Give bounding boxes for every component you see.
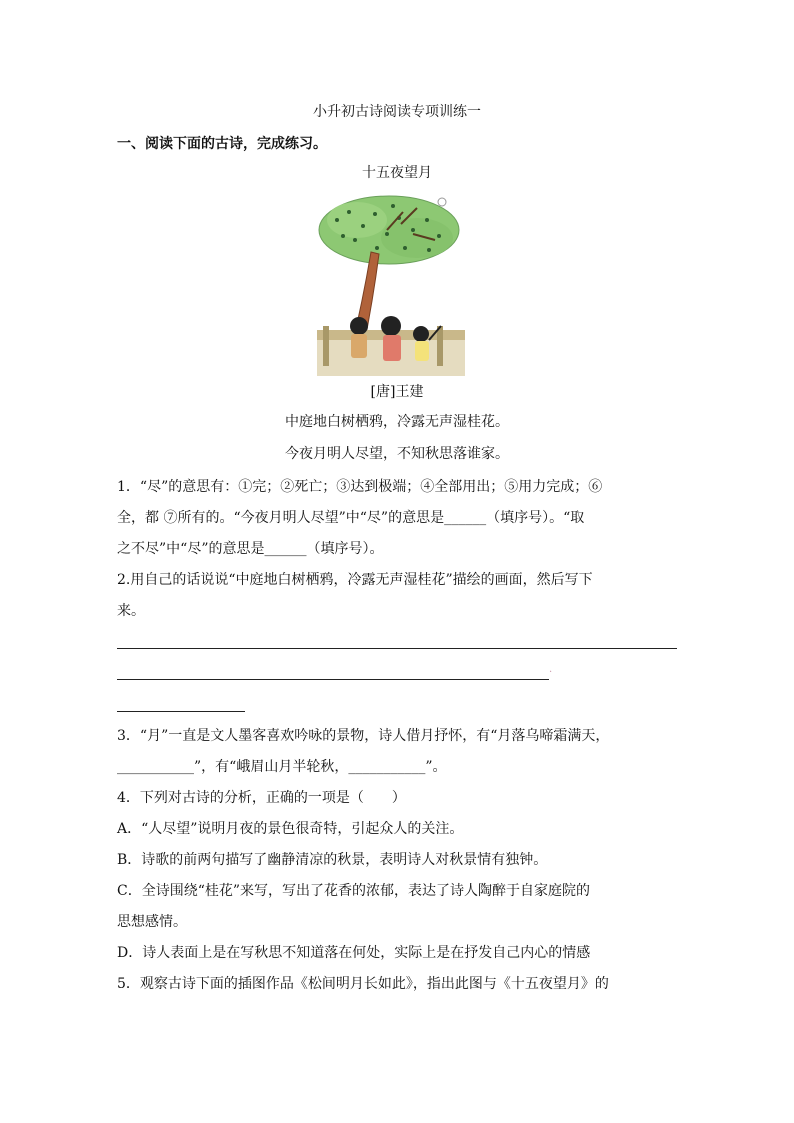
question-1-line-1: 1．“尽”的意思有：①完；②死亡；③达到极端；④全部用出；⑤用力完成；⑥ [117,479,603,495]
question-4-option-c-line-2: 思想感情。 [117,914,187,930]
question-1-line-3: 之不尽”中“尽”的意思是______（填序号）。 [117,541,384,557]
poem-author: [唐]王建 [370,384,424,400]
page-title: 小升初古诗阅读专项训练一 [313,104,481,120]
question-4-option-c-line-1: C．全诗围绕“桂花”来写，写出了花香的浓郁，表达了诗人陶醉于自家庭院的 [117,883,591,899]
question-3-line-1: 3．“月”一直是文人墨客喜欢吟咏的景物，诗人借月抒怀，有“月落乌啼霜满天， [117,728,610,744]
section-heading: 一、阅读下面的古诗，完成练习。 [117,136,327,152]
poem-title: 十五夜望月 [362,165,432,181]
answer-line-2[interactable] [117,679,549,680]
poem-line-2: 今夜月明人尽望，不知秋思落谁家。 [285,446,509,462]
question-2-line-1: 2.用自己的话说说“中庭地白树栖鸦，冷露无声湿桂花”描绘的画面，然后写下 [117,572,593,588]
question-4-option-d: D．诗人表面上是在写秋思不知道落在何处，实际上是在抒发自己内心的情感 [117,945,591,961]
question-2-line-2: 来。 [117,603,145,619]
question-4-option-b: B．诗歌的前两句描写了幽静清凉的秋景，表明诗人对秋景情有独钟。 [117,852,548,868]
question-4-option-a: A．“人尽望”说明月夜的景色很奇特，引起众人的关注。 [117,821,464,837]
question-3-line-2: ___________”，有“峨眉山月半轮秋，___________”。 [117,759,447,775]
question-4-stem: 4．下列对古诗的分析，正确的一项是（ ） [117,790,406,806]
poem-line-1: 中庭地白树栖鸦，冷露无声湿桂花。 [285,414,509,430]
answer-line-1[interactable] [117,648,677,649]
poem-illustration [317,190,465,376]
answer-line-3[interactable] [117,711,245,712]
answer-end-mark: . [549,664,553,675]
question-1-line-2: 全，都 ⑦所有的。“今夜月明人尽望”中“尽”的意思是______（填序号）。“取 [117,510,585,526]
question-5-line-1: 5．观察古诗下面的插图作品《松间明月长如此》，指出此图与《十五夜望月》的 [117,976,609,992]
